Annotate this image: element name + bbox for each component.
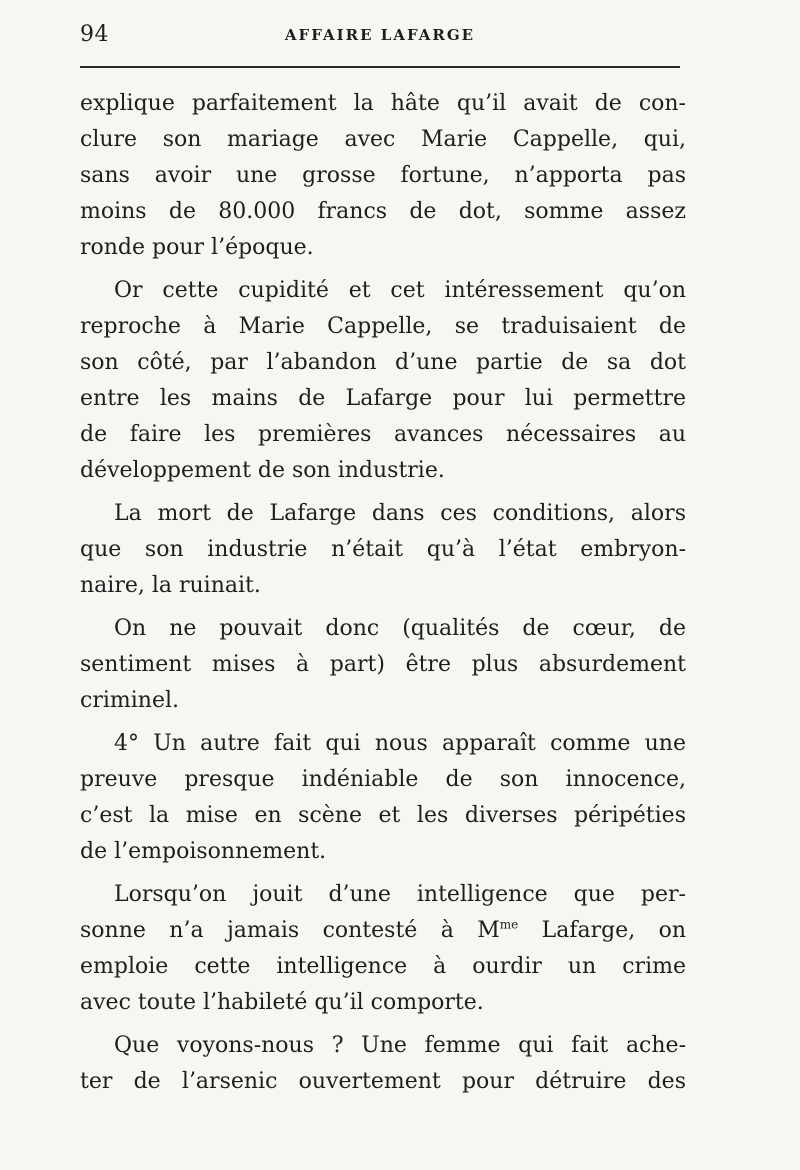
text-line: Que voyons-nous ? Une femme qui fait ache- xyxy=(114,1033,686,1058)
text-line: Or cette cupidité et cet intéressement qu’on xyxy=(114,278,686,303)
text-line: reproche à Marie Cappelle, se traduisaient de xyxy=(80,314,686,339)
line-head: sonne n’a jamais contesté à M xyxy=(80,918,500,943)
paragraph-4 xyxy=(80,611,686,719)
running-title: AFFAIRE LAFARGE xyxy=(284,26,476,44)
text-line: c’est la mise en scène et les diverses péripéties xyxy=(80,803,686,828)
text-line: La mort de Lafarge dans ces conditions, alors xyxy=(114,501,686,526)
text-line: ter de l’arsenic ouvertement pour détruire des xyxy=(80,1069,686,1094)
header-rule xyxy=(80,66,680,68)
body-text xyxy=(80,86,686,1107)
text-line: On ne pouvait donc (qualités de cœur, de xyxy=(114,616,686,641)
paragraph-5 xyxy=(80,726,686,870)
text-line: entre les mains de Lafarge pour lui permettre xyxy=(80,386,686,411)
text-line: clure son mariage avec Marie Cappelle, qui, xyxy=(80,127,686,152)
text-line: Lorsqu’on jouit d’une intelligence que per- xyxy=(114,882,686,907)
superscript-me: me xyxy=(499,917,519,932)
text-line: que son industrie n’était qu’à l’état embryon- xyxy=(80,537,686,562)
text-line: 4° Un autre fait qui nous apparaît comme une xyxy=(114,731,686,756)
text-line: de faire les premières avances nécessaires au xyxy=(80,422,686,447)
text-line: son côté, par l’abandon d’une partie de sa dot xyxy=(80,350,686,375)
paragraph-3 xyxy=(80,496,686,604)
text-line-with-superscript xyxy=(80,913,686,949)
text-line: sentiment mises à part) être plus absurdement xyxy=(80,652,686,677)
paragraph-1 xyxy=(80,86,686,266)
text-line: criminel. xyxy=(80,688,179,713)
text-line: avec toute l’habileté qu’il comporte. xyxy=(80,990,484,1015)
text-line: moins de 80.000 francs de dot, somme assez xyxy=(80,199,686,224)
text-line: développement de son industrie. xyxy=(80,458,445,483)
text-line: naire, la ruinait. xyxy=(80,573,261,598)
text-line: preuve presque indéniable de son innocence, xyxy=(80,767,686,792)
text-line: emploie cette intelligence à ourdir un crime xyxy=(80,954,686,979)
paragraph-6 xyxy=(80,877,686,1021)
line-tail: Lafarge, on xyxy=(518,918,686,943)
running-head xyxy=(80,22,680,52)
paragraph-7 xyxy=(80,1028,686,1100)
text-line: ronde pour l’époque. xyxy=(80,235,314,260)
text-line: explique parfaitement la hâte qu’il avait de con- xyxy=(80,91,686,116)
paragraph-2 xyxy=(80,273,686,489)
text-line: de l’empoisonnement. xyxy=(80,839,327,864)
text-line: sans avoir une grosse fortune, n’apporta pas xyxy=(80,163,686,188)
page-number: 94 xyxy=(80,22,109,47)
